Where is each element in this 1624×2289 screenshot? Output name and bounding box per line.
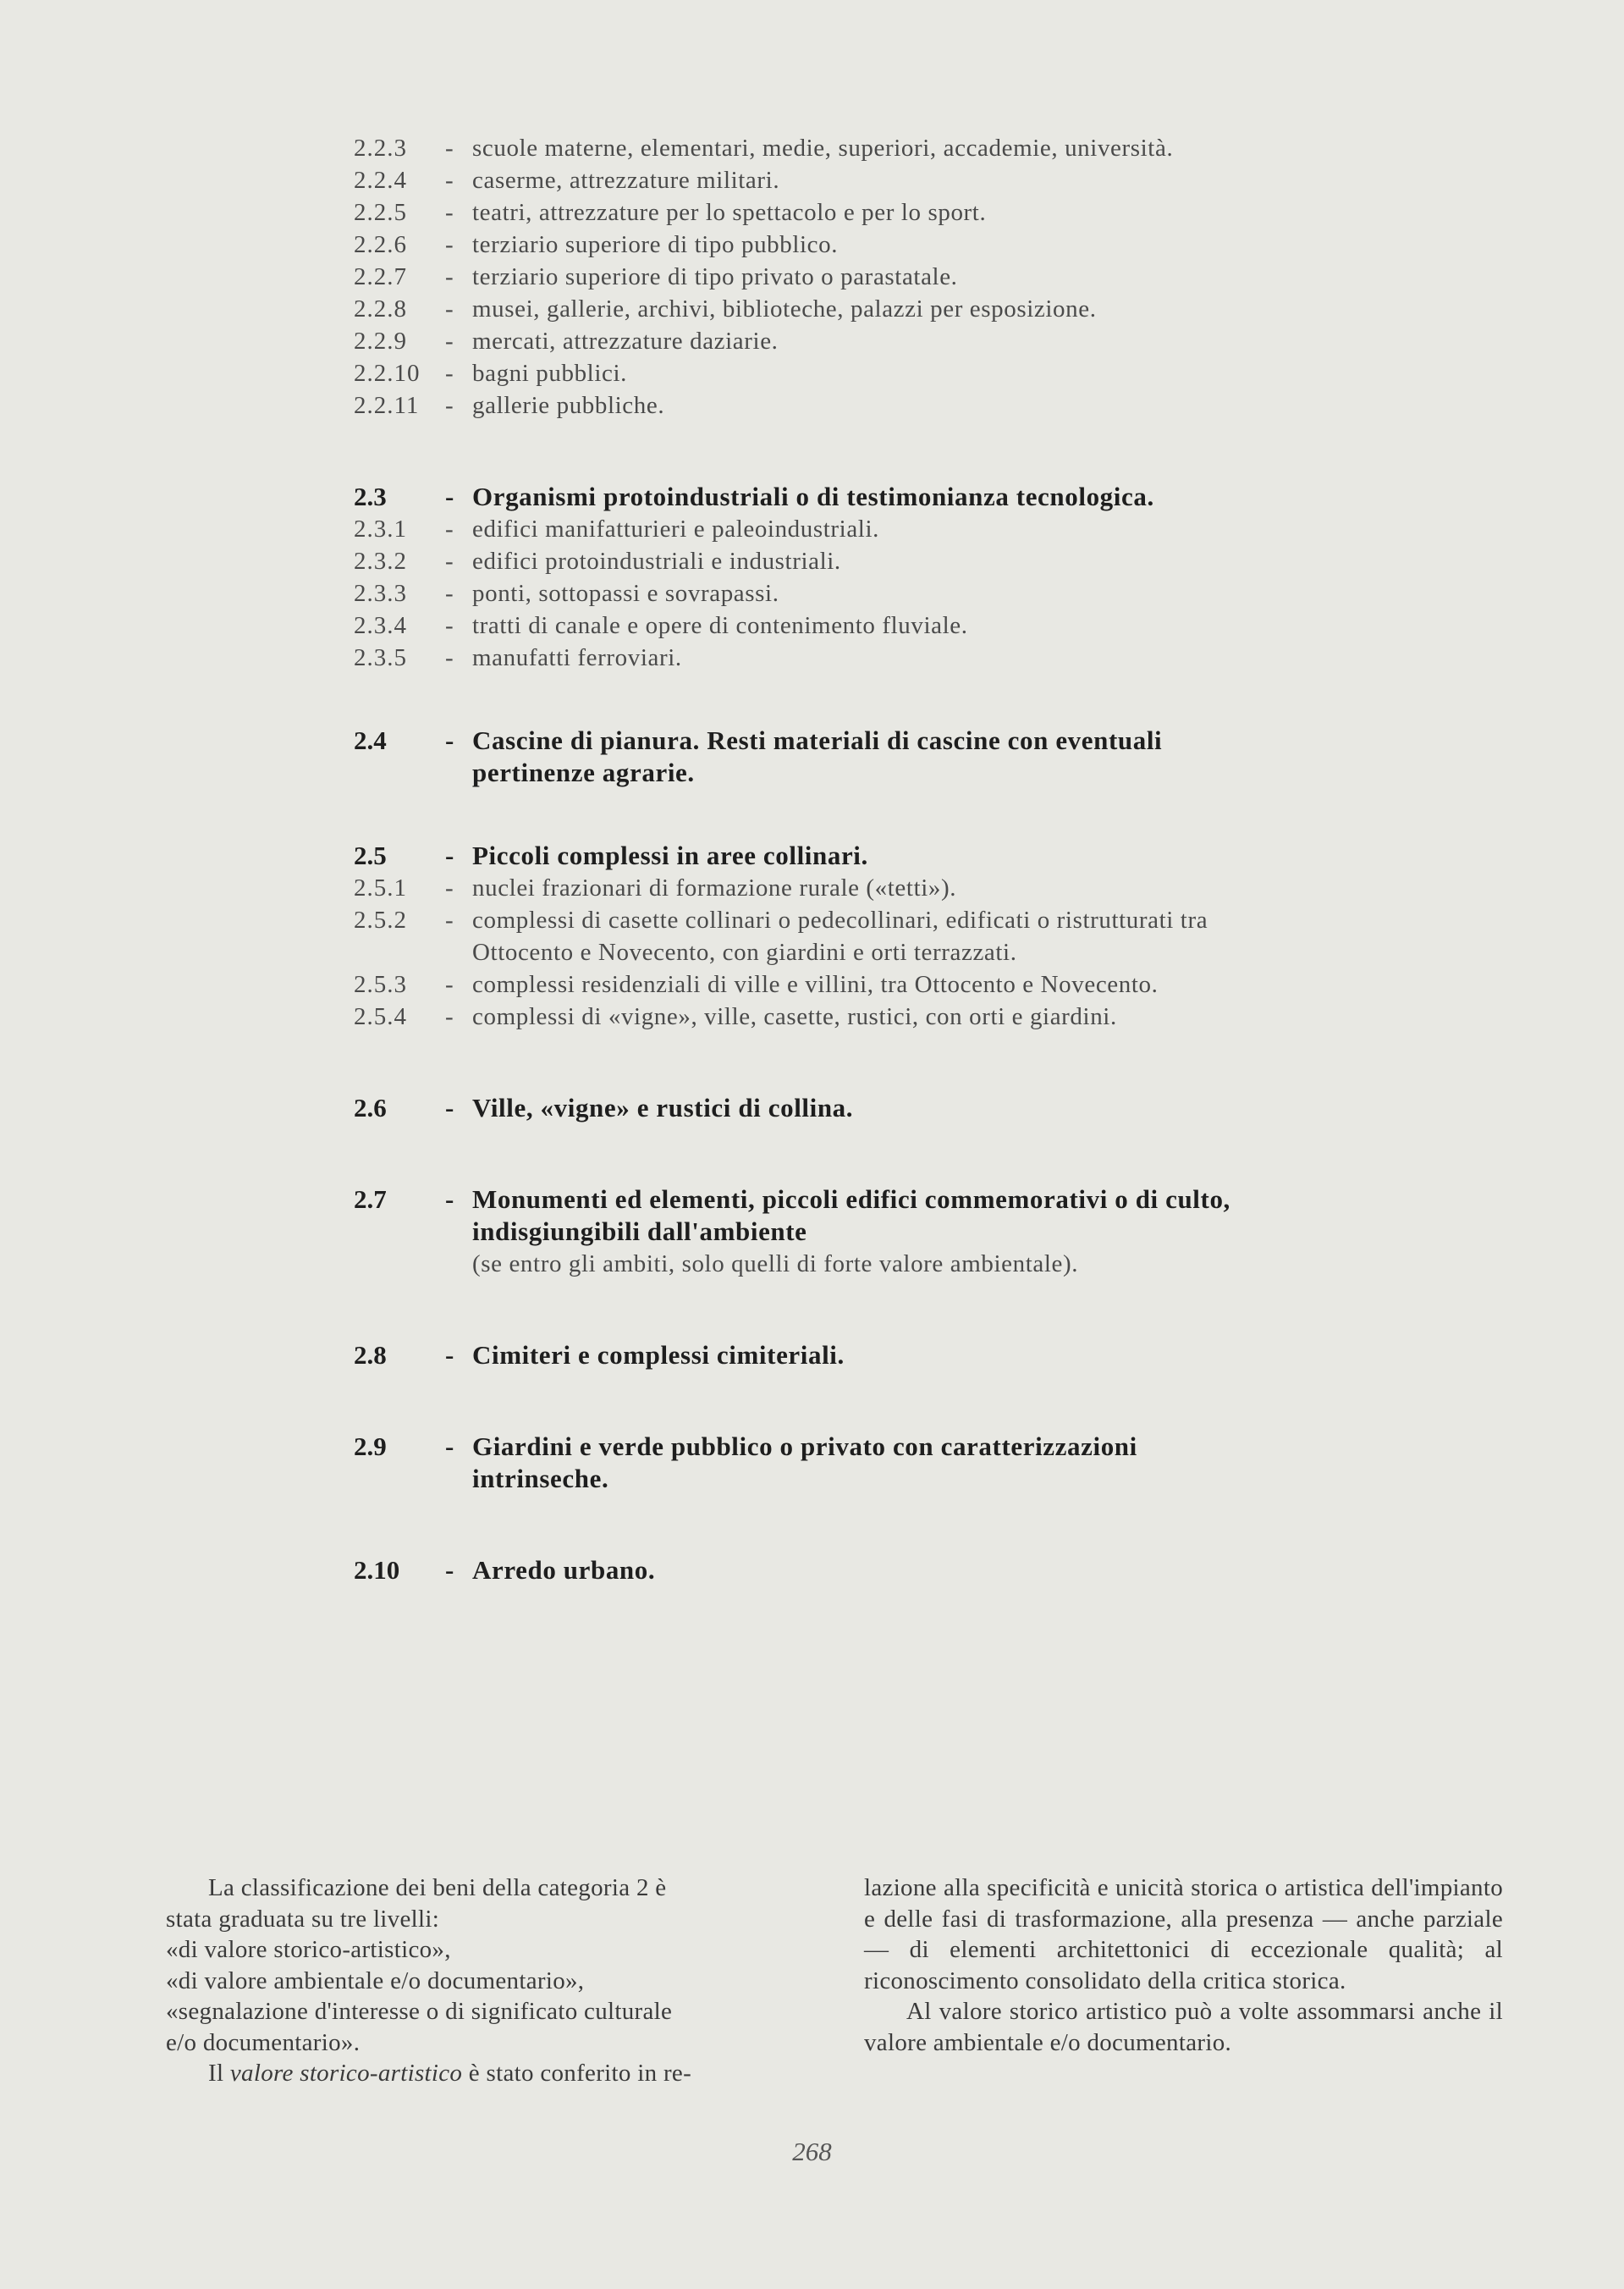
section-heading: 2.3 - Organismi protoindustriali o di testimonianza tecnologica. [354, 482, 1154, 511]
section-heading-continuation: pertinenze agrarie. [472, 758, 695, 787]
list-item: 2.5.3 - complessi residenziali di ville e villini, tra Ottocento e Novecento. [354, 971, 1159, 998]
paragraph-line: Il valore storico-artistico è stato conferito in re- [208, 2060, 692, 2087]
list-item: 2.3.4 - tratti di canale e opere di contenimento fluviale. [354, 612, 968, 639]
list-item: 2.2.7 - terziario superiore di tipo privato o parastatale. [354, 263, 958, 290]
section-heading-continuation: intrinseche. [472, 1464, 609, 1493]
section-heading: 2.4 - Cascine di pianura. Resti materiali di cascine con eventuali [354, 725, 1163, 755]
list-item: 2.2.6 - terziario superiore di tipo pubblico. [354, 231, 839, 258]
paragraph-line: e/o documentario». [166, 2028, 361, 2056]
list-item: 2.3.2 - edifici protoindustriali e industriali. [354, 548, 841, 575]
list-item: 2.5.2 - complessi di casette collinari o pedecollinari, edificati o ristrutturati tra [354, 907, 1208, 934]
paragraph-line: «di valore storico-artistico», [166, 1936, 451, 1963]
paragraph: lazione alla specificità e unicità storica o artistica dell'impianto e delle fasi di trasformazione, alla presenza — anche parziale — di elementi architettonici di eccezionale qualità; al riconoscimento consolidato della critica storica. [864, 1874, 1503, 1994]
list-item: 2.3.5 - manufatti ferroviari. [354, 644, 682, 671]
section-heading: 2.10 - Arredo urbano. [354, 1555, 656, 1585]
list-item: 2.3.3 - ponti, sottopassi e sovrapassi. [354, 580, 779, 607]
paragraph-line: «di valore ambientale e/o documentario», [166, 1966, 585, 1994]
paragraph-line: stata graduata su tre livelli: [166, 1905, 440, 1933]
paragraph-line: La classificazione dei beni della categoria 2 è [208, 1874, 667, 1901]
section-heading: 2.9 - Giardini e verde pubblico o privato con caratterizzazioni [354, 1431, 1137, 1461]
section-heading: 2.5 - Piccoli complessi in aree collinari. [354, 841, 868, 870]
right-column [864, 1873, 1503, 2089]
section-heading: 2.6 - Ville, «vigne» e rustici di collina. [354, 1093, 854, 1122]
list-item: 2.5.1 - nuclei frazionari di formazione rurale («tetti»). [354, 874, 957, 902]
list-item: 2.2.5 - teatri, attrezzature per lo spettacolo e per lo sport. [354, 199, 987, 226]
section-heading: 2.8 - Cimiteri e complessi cimiteriali. [354, 1340, 845, 1370]
section-heading-continuation: indisgiungibili dall'ambiente [472, 1216, 807, 1246]
list-item: 2.2.3 - scuole materne, elementari, medie, superiori, accademie, università. [354, 135, 1174, 162]
list-item: 2.2.9 - mercati, attrezzature daziarie. [354, 328, 779, 355]
emphasis: valore storico-artistico [229, 2060, 463, 2087]
list-item: 2.2.4 - caserme, attrezzature militari. [354, 167, 780, 194]
list-item: 2.2.8 - musei, gallerie, archivi, biblioteche, palazzi per esposizione. [354, 295, 1097, 323]
section-note: (se entro gli ambiti, solo quelli di forte valore ambientale). [472, 1250, 1079, 1277]
list-item: 2.2.10 - bagni pubblici. [354, 360, 627, 387]
body-text [166, 1873, 1503, 2089]
paragraph: Al valore storico artistico può a volte assommarsi anche il valore ambientale e/o documentario. [864, 1998, 1503, 2056]
list-item: 2.2.11 - gallerie pubbliche. [354, 392, 665, 419]
paragraph-line: «segnalazione d'interesse o di significato culturale [166, 1998, 673, 2025]
page-number: 268 [792, 2137, 832, 2166]
list-item: 2.5.4 - complessi di «vigne», ville, casette, rustici, con orti e giardini. [354, 1003, 1117, 1030]
left-column [166, 1873, 796, 2089]
classification-list [354, 132, 1369, 1586]
list-item-continuation: Ottocento e Novecento, con giardini e orti terrazzati. [472, 939, 1017, 966]
list-item: 2.3.1 - edifici manifatturieri e paleoindustriali. [354, 516, 879, 543]
section-heading: 2.7 - Monumenti ed elementi, piccoli edifici commemorativi o di culto, [354, 1184, 1230, 1214]
